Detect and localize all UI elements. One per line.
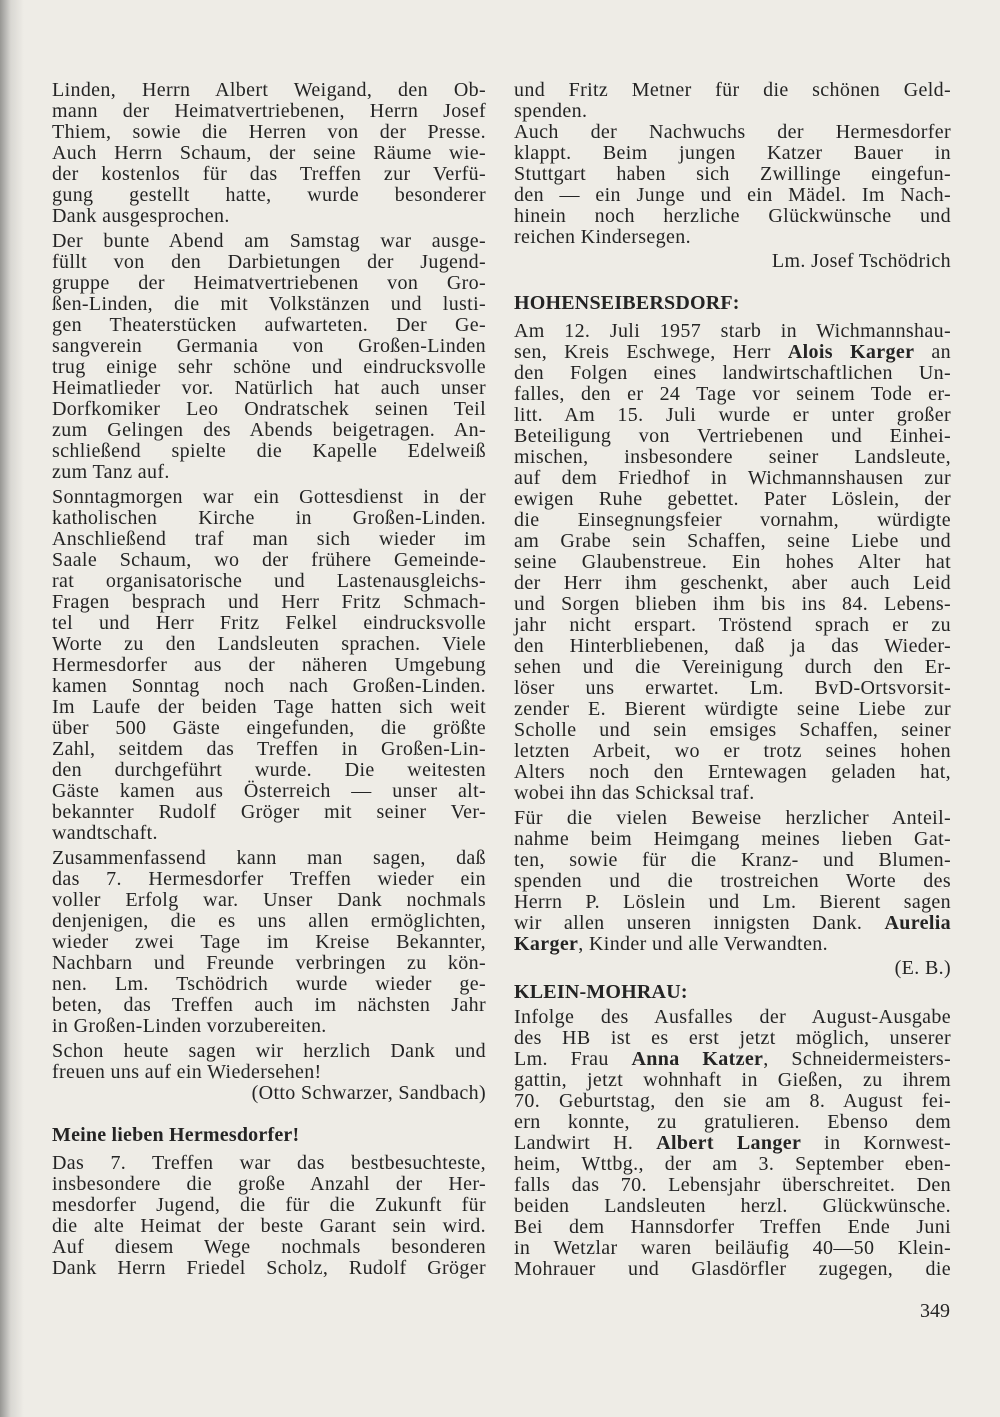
text-line: Dank ausgesprochen.: [52, 205, 230, 227]
text-line: litt. Am 15. Juli wurde er unter großer: [514, 404, 951, 426]
text-line: trug einige sehr schöne und eindrucksvolle: [52, 356, 486, 378]
text-line: zender E. Bierent würdigte seine Liebe zur: [514, 698, 951, 720]
text-segment: Lm. Frau: [514, 1048, 632, 1070]
text-line: Sonntagmorgen war ein Gottesdienst in der: [52, 486, 486, 508]
article-paragraph: [52, 1041, 486, 1083]
text-segment: sen, Kreis Eschwege, Herr: [514, 341, 788, 363]
text-line: voller Erfolg war. Unser Dank nochmals: [52, 889, 486, 911]
text-line: über 500 Gäste eingefunden, die größte: [52, 717, 486, 739]
text-line: Herrn P. Löslein und Lm. Bierent sagen: [514, 891, 951, 913]
article-paragraph: [514, 808, 951, 955]
text-line: zum Gelingen des Abends beigetragen. An-: [52, 419, 486, 441]
section-heading: [514, 293, 951, 314]
text-line: in Wetzlar waren beiläufig 40—50 Klein-: [514, 1237, 951, 1259]
text-line: zum Tanz auf.: [52, 461, 170, 483]
text-line: Das 7. Treffen war das bestbesuchteste,: [52, 1152, 486, 1174]
text-line: klappt. Beim jungen Katzer Bauer in: [514, 142, 951, 164]
text-line: den Folgen eines landwirtschaftlichen Un-: [514, 362, 951, 384]
text-line: sangverein Germania von Großen-Linden: [52, 335, 486, 357]
text-line: katholischen Kirche in Großen-Linden.: [52, 507, 486, 529]
text-line: in Großen-Linden vorzubereiten.: [52, 1015, 327, 1037]
text-line: Fragen besprach und Herr Fritz Schmach-: [52, 591, 486, 613]
text-line: die Einsegnungsfeier vornahm, würdigte: [514, 509, 951, 531]
text-line: Nachbarn und Freunde verbringen zu kön-: [52, 952, 486, 974]
text-line: Scholle und sein emsiges Schaffen, seiner: [514, 719, 951, 741]
text-line: mischen, insbesondere seiner Landsleute,: [514, 446, 951, 468]
article-paragraph: [514, 1007, 951, 1280]
text-line: der Herr ihm geschenkt, aber auch Leid: [514, 572, 951, 594]
text-line: Auch der Nachwuchs der Hermesdorfer: [514, 121, 951, 143]
text-line: denjenigen, die es uns allen ermöglichten,: [52, 910, 486, 932]
text-line: spenden und die trostreichen Worte des: [514, 870, 951, 892]
emphasized-name: Anna Katzer: [631, 1048, 764, 1070]
section-heading: [52, 1125, 486, 1146]
text-line: Linden, Herrn Albert Weigand, den Ob-: [52, 79, 486, 101]
text-line: Hermesdorfer aus der näheren Umgebung: [52, 654, 486, 676]
text-line: schließend spielte die Kapelle Edelweiß: [52, 440, 486, 462]
text-line: gruppe der Heimatvertriebenen von Gro-: [52, 272, 486, 294]
text-line: Anschließend traf man sich wieder im: [52, 528, 486, 550]
text-line: Für die vielen Beweise herzlicher Anteil-: [514, 807, 951, 829]
text-line: nen. Lm. Tschödrich wurde wieder ge-: [52, 973, 486, 995]
text-line: gattin, jetzt wohnhaft in Gießen, zu ihrem: [514, 1069, 951, 1091]
text-line: hinein noch herzliche Glückwünsche und: [514, 205, 951, 227]
article-paragraph: [52, 80, 486, 227]
emphasized-name: Aurelia: [884, 912, 951, 934]
left-column: [52, 80, 486, 1279]
text-line: [514, 342, 951, 363]
text-line: Zahl, seitdem das Treffen in Großen-Lin-: [52, 738, 486, 760]
author-signature: [52, 1083, 486, 1104]
signature-text: (E. B.): [894, 957, 951, 979]
article-paragraph: [514, 122, 951, 248]
text-segment: , Kinder und alle Verwandten.: [578, 933, 829, 955]
text-line: die alte Heimat der beste Garant sein wird.: [52, 1215, 486, 1237]
text-line: am Grabe sein Schaffen, seine Liebe und: [514, 530, 951, 552]
text-segment: an: [914, 341, 951, 363]
text-line: Auf diesem Wege nochmals besonderen: [52, 1236, 486, 1258]
text-line: ern konnte, zu gratulieren. Ebenso dem: [514, 1111, 951, 1133]
text-line: Gäste kamen aus Österreich — unser alt-: [52, 780, 486, 802]
article-paragraph: [52, 487, 486, 844]
text-line: Am 12. Juli 1957 starb in Wichmannshau-: [514, 320, 951, 342]
text-line: 70. Geburtstag, den sie am 8. August fei-: [514, 1090, 951, 1112]
text-line: spenden.: [514, 100, 588, 122]
text-line: füllt von den Darbietungen der Jugend-: [52, 251, 486, 273]
text-line: Dank Herrn Friedel Scholz, Rudolf Gröger: [52, 1257, 486, 1279]
text-line: Heimatlieder vor. Natürlich hat auch unser: [52, 377, 486, 399]
text-line: der kostenlos für das Treffen zur Verfü-: [52, 163, 486, 185]
text-line: ßen-Linden, die mit Volkstänzen und lusti-: [52, 293, 486, 315]
text-line: Beteiligung von Vertriebenen und Einhei-: [514, 425, 951, 447]
article-paragraph: [514, 321, 951, 804]
text-line: Infolge des Ausfalles der August-Ausgabe: [514, 1006, 951, 1028]
text-line: letzten Arbeit, wo er trotz seines hohen: [514, 740, 951, 762]
signature-text: Lm. Josef Tschödrich: [771, 250, 951, 272]
text-line: Zusammenfassend kann man sagen, daß: [52, 847, 486, 869]
author-signature: [514, 958, 951, 979]
text-line: freuen uns auf ein Wiedersehen!: [52, 1061, 322, 1083]
text-line: Auch Herrn Schaum, der seine Räume wie-: [52, 142, 486, 164]
emphasized-name: Alois Karger: [787, 341, 915, 363]
text-line: bekannter Rudolf Gröger mit seiner Ver-: [52, 801, 486, 823]
heading-text: KLEIN-MOHRAU:: [514, 981, 688, 1003]
text-line: Dorfkomiker Leo Ondratschek seinen Teil: [52, 398, 486, 420]
text-line: Saale Schaum, wo der frühere Gemeinde-: [52, 549, 486, 571]
text-line: auf dem Friedhof in Wichmannshausen zur: [514, 467, 951, 489]
scan-edge-shadow: [0, 0, 24, 1417]
text-line: mann der Heimatvertriebenen, Herrn Josef: [52, 100, 486, 122]
text-line: mesdorfer Jugend, die für die Zukunft für: [52, 1194, 486, 1216]
author-signature: [514, 251, 951, 272]
text-line: den Hinterbliebenen, daß ja das Wieder-: [514, 635, 951, 657]
text-line: gung gestellt hatte, wurde besonderer: [52, 184, 486, 206]
text-line: ten, sowie für die Kranz- und Blumen-: [514, 849, 951, 871]
text-segment: wir allen unseren innigsten Dank.: [514, 912, 885, 934]
text-line: insbesondere die große Anzahl der Her-: [52, 1173, 486, 1195]
text-line: gen Theaterstücken aufwarteten. Der Ge-: [52, 314, 486, 336]
text-line: jahr nicht erspart. Tröstend sprach er zu: [514, 614, 951, 636]
text-line: wobei ihn das Schicksal traf.: [514, 782, 755, 804]
heading-text: Meine lieben Hermesdorfer!: [52, 1124, 300, 1146]
text-line: den — ein Junge und ein Mädel. Im Nach-: [514, 184, 951, 206]
text-line: ewigen Ruhe gebettet. Pater Löslein, der: [514, 488, 951, 510]
text-line: rat organisatorische und Lastenausgleichs-: [52, 570, 486, 592]
emphasized-name: Karger: [514, 933, 579, 955]
text-line: Schon heute sagen wir herzlich Dank und: [52, 1040, 486, 1062]
text-line: sehen und die Vereinigung durch den Er-: [514, 656, 951, 678]
section-heading: [514, 982, 951, 1003]
text-line: Worte zu den Landsleuten sprachen. Viele: [52, 633, 486, 655]
text-line: das 7. Hermesdorfer Treffen wieder ein: [52, 868, 486, 890]
text-line: Thiem, sowie die Herren von der Presse.: [52, 121, 486, 143]
heading-text: HOHENSEIBERSDORF:: [514, 292, 740, 314]
page-number: 349: [920, 1300, 950, 1322]
text-line: [514, 1049, 951, 1070]
text-line: nahme beim Heimgang meines lieben Gat-: [514, 828, 951, 850]
text-line: Mohrauer und Glasdörfler zugegen, die: [514, 1258, 951, 1280]
text-line: und Fritz Metner für die schönen Geld-: [514, 79, 951, 101]
text-line: Stuttgart haben sich Zwillinge eingefun-: [514, 163, 951, 185]
emphasized-name: Albert Langer: [656, 1132, 802, 1154]
text-line: löser uns erwartet. Lm. BvD-Ortsvorsit-: [514, 677, 951, 699]
signature-text: (Otto Schwarzer, Sandbach): [251, 1082, 486, 1104]
article-paragraph: [514, 80, 951, 122]
article-paragraph: [52, 1153, 486, 1279]
text-line: beiden Landsleuten herzl. Glückwünsche.: [514, 1195, 951, 1217]
text-line: kamen Sonntag noch nach Großen-Linden.: [52, 675, 486, 697]
text-line: Im Laufe der beiden Tage hatten sich weit: [52, 696, 486, 718]
article-paragraph: [52, 231, 486, 483]
text-line: [514, 1133, 951, 1154]
text-line: Alters noch den Erntewagen geladen hat,: [514, 761, 951, 783]
article-paragraph: [52, 848, 486, 1037]
text-line: wandtschaft.: [52, 822, 158, 844]
text-line: und Sorgen blieben ihm bis ins 84. Lebens-: [514, 593, 951, 615]
text-line: seine Glaubenstreue. Ein hohes Alter hat: [514, 551, 951, 573]
text-line: reichen Kindersegen.: [514, 226, 691, 248]
text-line: wieder zwei Tage im Kreise Bekannter,: [52, 931, 486, 953]
text-line: [514, 913, 951, 934]
text-segment: , Schneidermeisters-: [763, 1048, 951, 1070]
text-line: Bei dem Hannsdorfer Treffen Ende Juni: [514, 1216, 951, 1238]
text-line: falls das 70. Lebensjahr überschreitet. Den: [514, 1174, 951, 1196]
text-line: Der bunte Abend am Samstag war ausge-: [52, 230, 486, 252]
text-segment: in Kornwest-: [801, 1132, 951, 1154]
text-segment: Landwirt H.: [514, 1132, 657, 1154]
text-line: des HB ist es erst jetzt möglich, unserer: [514, 1027, 951, 1049]
text-line: den durchgeführt wurde. Die weitesten: [52, 759, 486, 781]
right-column: [514, 80, 951, 1280]
text-line: falles, den er 24 Tage vor seinem Tode er-: [514, 383, 951, 405]
text-line: tel und Herr Fritz Felkel eindrucksvolle: [52, 612, 486, 634]
text-line: beten, das Treffen auch im nächsten Jahr: [52, 994, 486, 1016]
text-line: [514, 934, 951, 955]
text-line: heim, Wttbg., der am 3. September eben-: [514, 1153, 951, 1175]
